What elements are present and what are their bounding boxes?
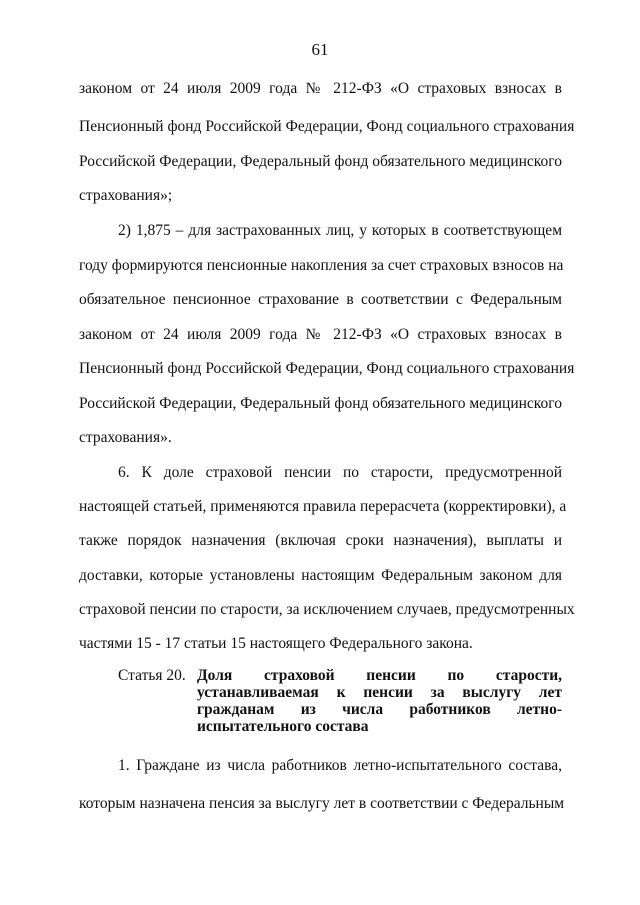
article-title xyxy=(197,667,562,735)
paragraph-3-line-3: также порядок назначения (включая сроки назначения), выплаты и xyxy=(79,532,562,549)
paragraph-2-line-4: законом от 24 июля 2009 года № 212-ФЗ «О страховых взносах в xyxy=(79,326,562,343)
paragraph-3-line-2: настоящей статьей, применяются правила перерасчета (корректировки), а xyxy=(79,498,567,515)
article-label: Статья 20. xyxy=(118,667,186,684)
paragraph-4-line-1: 1. Граждане из числа работников летно-испытательного состава, xyxy=(118,757,562,774)
article-title-line-3: гражданам из числа работников летно- xyxy=(197,701,562,718)
paragraph-1-line-2: Пенсионный фонд Российской Федерации, Фонд социального страхования xyxy=(79,118,575,135)
article-title-line-4: испытательного состава xyxy=(197,718,369,735)
paragraph-2-line-5: Пенсионный фонд Российской Федерации, Фонд социального страхования xyxy=(79,360,575,377)
paragraph-2-line-6: Российской Федерации, Федеральный фонд обязательного медицинского xyxy=(79,395,562,412)
paragraph-2-line-2: году формируются пенсионные накопления за счет страховых взносов на xyxy=(79,257,564,274)
paragraph-4-line-2: которым назначена пенсия за выслугу лет в соответствии с Федеральным xyxy=(79,795,565,812)
paragraph-1-line-1: законом от 24 июля 2009 года № 212-ФЗ «О страховых взносах в xyxy=(79,80,562,97)
page-number: 61 xyxy=(311,40,329,59)
paragraph-3-line-6: частями 15 - 17 статьи 15 настоящего Федерального закона. xyxy=(79,635,473,652)
paragraph-3-line-5: страховой пенсии по старости, за исключением случаев, предусмотренных xyxy=(79,601,575,618)
paragraph-1-line-3: Российской Федерации, Федеральный фонд обязательного медицинского xyxy=(79,153,562,170)
article-title-line-2: устанавливаемая к пенсии за выслугу лет xyxy=(197,684,562,701)
paragraph-3-line-4: доставки, которые установлены настоящим Федеральным законом для xyxy=(79,567,562,584)
paragraph-2-line-1: 2) 1,875 – для застрахованных лиц, у которых в соответствующем xyxy=(118,222,562,239)
article-title-line-1: Доля страховой пенсии по старости, xyxy=(197,667,562,684)
paragraph-2-line-3: обязательное пенсионное страхование в соответствии с Федеральным xyxy=(79,291,562,308)
paragraph-1-line-4: страхования»; xyxy=(79,187,173,204)
paragraph-3-line-1: 6. К доле страховой пенсии по старости, предусмотренной xyxy=(118,464,562,481)
article-heading xyxy=(118,667,562,737)
paragraph-2-line-7: страхования». xyxy=(79,429,172,446)
